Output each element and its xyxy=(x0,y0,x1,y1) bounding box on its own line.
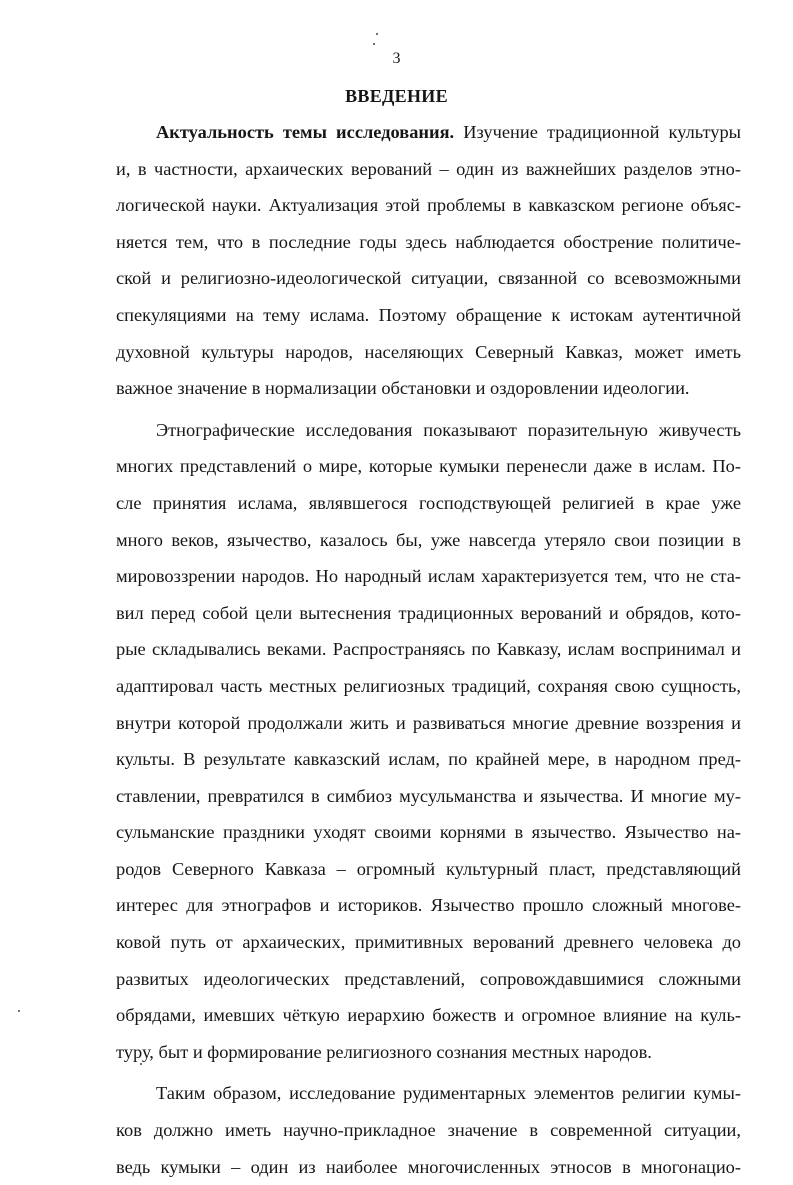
text-line: мировоззрении народов. Но народный ислам характеризуется тем, что не ста- xyxy=(116,566,741,587)
text-line: Таким образом, исследование рудиментарных элементов религии кумы- xyxy=(156,1083,741,1104)
text-line: ведь кумыки – один из наиболее многочисленных этносов в многонацио- xyxy=(116,1156,741,1177)
text-line: туру, быт и формирование религиозного сознания местных народов. xyxy=(116,1041,652,1062)
text-line: ставлении, превратился в симбиоз мусульманства и язычества. И многие му- xyxy=(116,785,741,806)
text-line: логической науки. Актуализация этой проблемы в кавказском регионе объяс- xyxy=(116,195,741,216)
text-line: обрядами, имевших чёткую иерархию божеств и огромное влияние на куль- xyxy=(116,1005,741,1026)
paragraph-lead: Актуальность темы исследования. xyxy=(156,122,455,142)
text-line: культы. В результате кавказский ислам, по крайней мере, в народном пред- xyxy=(116,749,741,770)
text-line: многих представлений о мире, которые кумыки перенесли даже в ислам. По- xyxy=(116,456,741,477)
page-title: ВВЕДЕНИЕ xyxy=(345,86,448,106)
paragraph-conclusion xyxy=(116,1075,741,1185)
text-line: ковой путь от архаических, примитивных верований древнего человека до xyxy=(116,932,741,953)
text-line: адаптировал часть местных религиозных традиций, сохраняя свою сущность, xyxy=(116,675,741,696)
paragraph-relevance xyxy=(116,114,741,407)
text-line: сле принятия ислама, являвшегося господствующей религией в крае уже xyxy=(116,492,741,513)
text-line: няется тем, что в последние годы здесь наблюдается обострение политиче- xyxy=(116,231,741,252)
text-line: вил перед собой цели вытеснения традиционных верований и обрядов, кото- xyxy=(116,602,741,623)
body-text xyxy=(116,114,741,1185)
text-line: рые складывались веками. Распространяясь по Кавказу, ислам воспринимал и xyxy=(116,639,741,660)
page-number: 3 xyxy=(392,50,401,67)
text-line: важное значение в нормализации обстановки и оздоровлении идеологии. xyxy=(116,378,690,399)
scan-speck xyxy=(376,33,378,35)
text-line: интерес для этнографов и историков. Язычество прошло сложный многове- xyxy=(116,895,741,916)
text-line: ской и религиозно-идеологической ситуации, связанной со всевозможными xyxy=(116,268,741,289)
text-line: ков должно иметь научно-прикладное значение в современной ситуации, xyxy=(116,1120,741,1141)
text-line: Актуальность темы исследования. Изучение традиционной культуры xyxy=(156,122,742,142)
text-line: сульманские праздники уходят своими корнями в язычество. Язычество на- xyxy=(116,822,741,843)
text-line: спекуляциями на тему ислама. Поэтому обращение к истокам аутентичной xyxy=(116,304,741,325)
text-line: развитых идеологических представлений, сопровождавшимися сложными xyxy=(116,968,741,989)
scan-speck xyxy=(373,43,375,45)
scan-speck xyxy=(18,1010,20,1012)
text-line: духовной культуры народов, населяющих Северный Кавказ, может иметь xyxy=(116,341,741,362)
text-line: много веков, язычество, казалось бы, уже навсегда утеряло свои позиции в xyxy=(116,529,741,550)
text-line: внутри которой продолжали жить и развиваться многие древние воззрения и xyxy=(116,712,741,733)
text-line: Этнографические исследования показывают поразительную живучесть xyxy=(156,419,741,440)
paragraph-ethnography xyxy=(116,412,741,1071)
text-line: родов Северного Кавказа – огромный культурный пласт, представляющий xyxy=(116,858,741,879)
text-line: и, в частности, архаических верований – один из важнейших разделов этно- xyxy=(116,158,741,179)
